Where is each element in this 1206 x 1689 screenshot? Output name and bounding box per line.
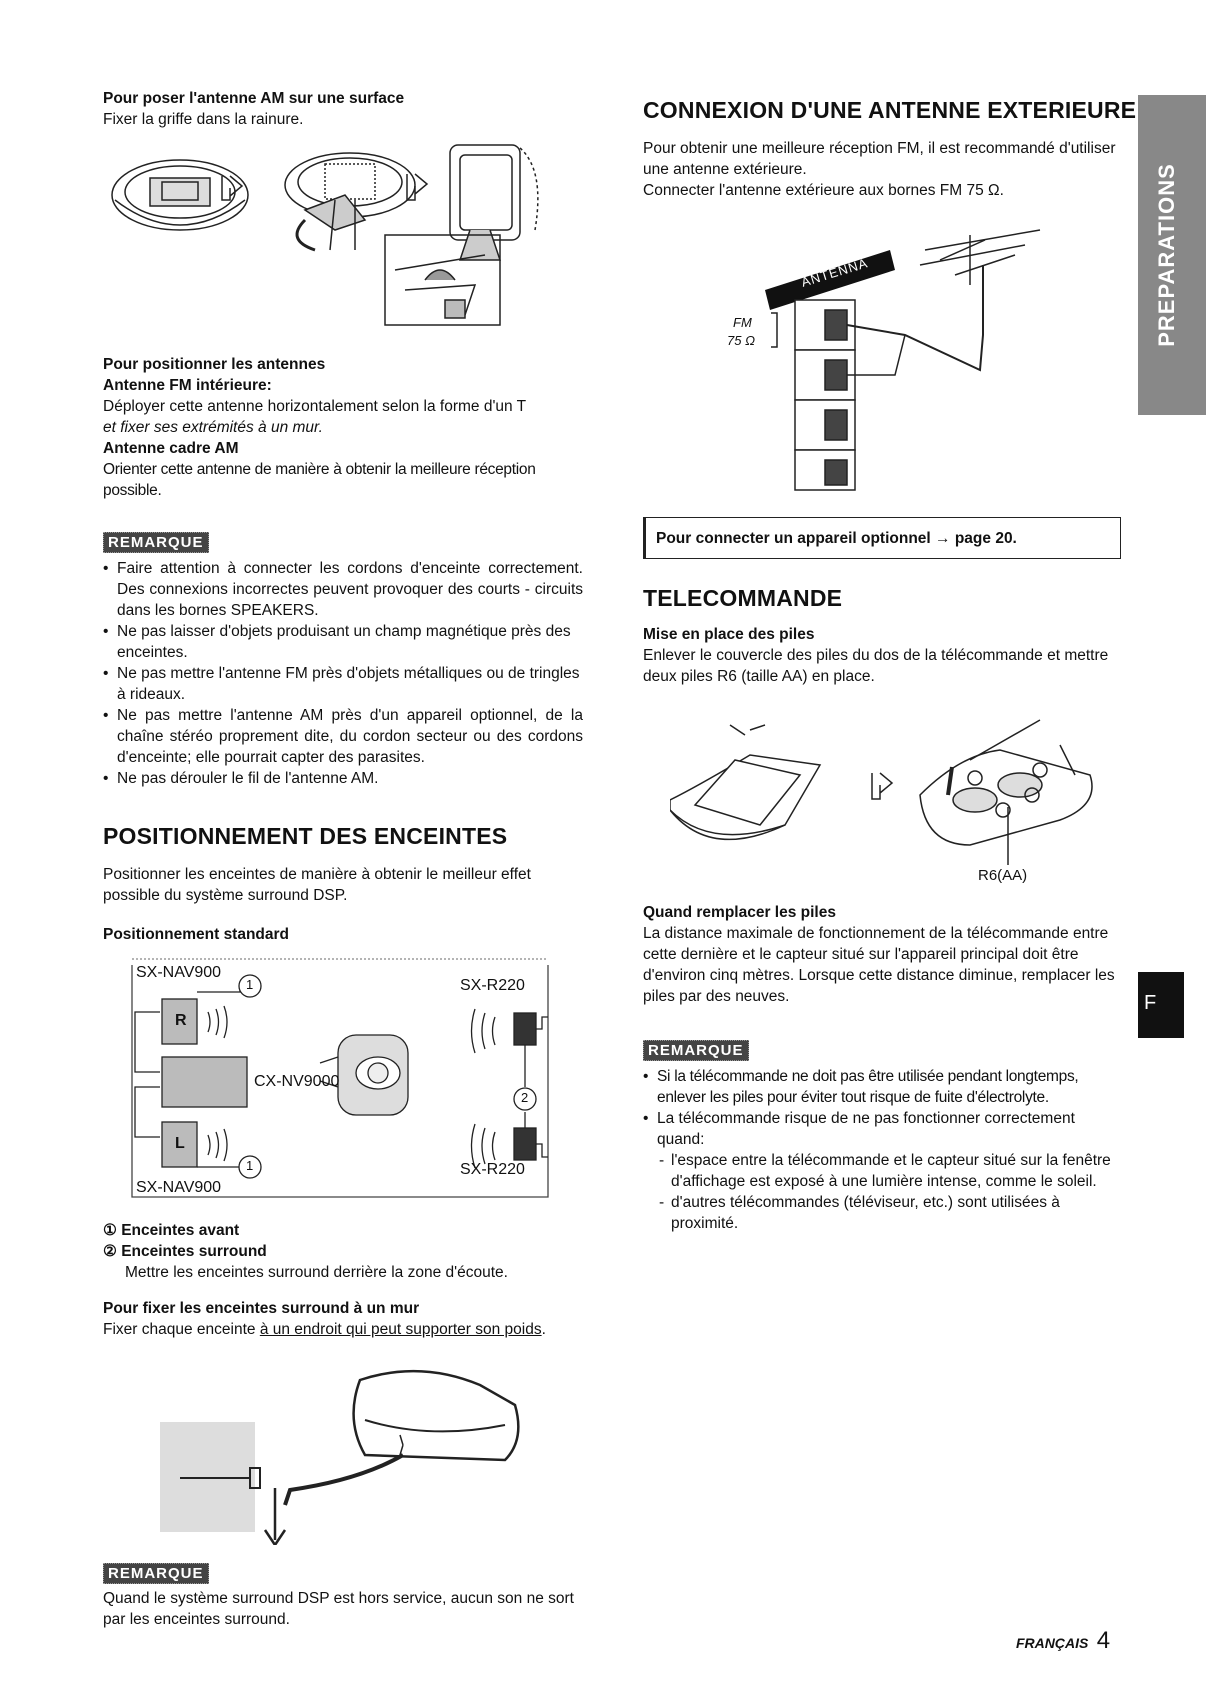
rear-bottom-label: SX-R220 — [460, 1161, 525, 1178]
fm-text-1: Déployer cette antenne horizontalement selon la forme d'un T — [103, 398, 527, 415]
speaker-legend — [103, 1220, 583, 1283]
am-surface-title: Pour poser l'antenne AM sur une surface — [103, 90, 405, 107]
speakers-text: Positionner les enceintes de manière à obtenir le meilleur effet possible du système surround DSP. — [103, 866, 531, 904]
battery-art — [670, 715, 1100, 870]
footer-language: FRANÇAIS — [1016, 1635, 1089, 1651]
mark-1-bottom: 1 — [246, 1158, 254, 1173]
ext-antenna-heading: CONNEXION D'UNE ANTENNE EXTERIEURE — [643, 97, 1137, 123]
page-number: 4 — [1096, 1627, 1111, 1654]
replace-title: Quand remplacer les piles — [643, 904, 836, 921]
antenna-position-section — [103, 354, 593, 501]
wall-title: Pour fixer les enceintes surround à un mur — [103, 1300, 420, 1317]
center-label: CX-NV9000 — [254, 1073, 340, 1090]
replace-section — [643, 902, 1123, 1007]
fm-title: Antenne FM intérieure: — [103, 377, 272, 394]
right-notes-list — [643, 1066, 1123, 1150]
side-tab — [1138, 95, 1206, 415]
front-top-label: SX-NAV900 — [136, 964, 222, 981]
list-item: • Ne pas mettre l'antenne FM près d'objets métalliques ou de tringles à rideaux. — [103, 663, 583, 705]
remarque-2-section — [103, 1588, 583, 1630]
am-frame-text: Orienter cette antenne de manière à obtenir la meilleure réception possible. — [103, 461, 536, 499]
remarque-2-text: Quand le système surround DSP est hors service, aucun son ne sort par les enceintes surround. — [103, 1590, 574, 1628]
ext-text-1: Pour obtenir une meilleure réception FM, il est recommandé d'utiliser une antenne extérieure. — [643, 140, 1116, 178]
l-label: L — [175, 1135, 185, 1152]
wall-section — [103, 1298, 593, 1340]
fm-label: FM — [733, 315, 752, 330]
standard-title: Positionnement standard — [103, 926, 290, 943]
am-surface-section — [103, 88, 583, 130]
mark-1-top: 1 — [246, 977, 254, 992]
wall-text: Fixer chaque enceinte à un endroit qui peut supporter son poids. — [103, 1321, 546, 1338]
side-tab-label: PREPARATIONS — [1154, 163, 1179, 347]
antenna-label: ANTENNA — [799, 255, 870, 290]
list-item: • Si la télécommande ne doit pas être utilisée pendant longtemps, enlever les piles pour éviter tout risque de fuite d'électrolyte. — [643, 1066, 1123, 1108]
list-item: • La télécommande risque de ne pas fonctionner correctement quand: — [643, 1108, 1123, 1150]
language-tab-label: F — [1144, 992, 1157, 1014]
speakers-heading: POSITIONNEMENT DES ENCEINTES — [103, 823, 508, 849]
battery-illustration — [670, 715, 1100, 890]
wall-mount-illustration — [160, 1360, 530, 1545]
legend-surround-text: Mettre les enceintes surround derrière la zone d'écoute. — [125, 1264, 508, 1281]
list-item: • Ne pas mettre l'antenne AM près d'un appareil optionnel, de la chaîne stéréo proprement dite, du cordon secteur ou des cordons d'enceinte; elle pourrait capter des parasites. — [103, 705, 583, 768]
language-tab — [1138, 972, 1184, 1038]
front-bottom-label: SX-NAV900 — [136, 1179, 222, 1196]
page-footer — [1016, 1627, 1110, 1655]
remarque-badge-3: REMARQUE — [643, 1040, 749, 1061]
am-surface-text: Fixer la griffe dans la rainure. — [103, 111, 304, 128]
option-box-text: Pour connecter un appareil optionnel → page 20. — [656, 530, 1017, 547]
list-item: • Ne pas laisser d'objets produisant un champ magnétique près des enceintes. — [103, 621, 583, 663]
speakers-intro — [103, 864, 583, 906]
am-frame-title: Antenne cadre AM — [103, 440, 239, 457]
ohm-label: 75 Ω — [727, 333, 755, 348]
right-notes — [643, 1066, 1123, 1234]
speaker-diagram — [130, 957, 552, 1202]
antenna-connection-illustration — [725, 225, 1045, 495]
list-item: - d'autres télécommandes (téléviseur, etc.) sont utilisées à proximité. — [657, 1192, 1123, 1234]
fm-text-2: et fixer ses extrémités à un mur. — [103, 419, 323, 436]
remarque-badge-2: REMARQUE — [103, 1563, 209, 1584]
legend-surround: ② Enceintes surround — [103, 1243, 267, 1260]
tele-heading: TELECOMMANDE — [643, 585, 843, 611]
r-label: R — [175, 1012, 187, 1029]
rear-top-label: SX-R220 — [460, 977, 525, 994]
left-notes-list — [103, 558, 583, 789]
r6-label: R6(AA) — [978, 867, 1028, 884]
right-sub-notes-list — [643, 1150, 1123, 1234]
antenna-connection-art — [725, 225, 1045, 495]
list-item: - l'espace entre la télécommande et le capteur situé sur la fenêtre d'affichage est exposé à une lumière intense, comme le soleil. — [657, 1150, 1123, 1192]
replace-text: La distance maximale de fonctionnement de la télécommande entre cette dernière et le capteur situé sur l'appareil principal doit être d'environ cinq mètres. Lorsque cette distance diminue, remplacer les piles par des neuves. — [643, 925, 1115, 1005]
ext-text-2: Connecter l'antenne extérieure aux bornes FM 75 Ω. — [643, 182, 1004, 199]
position-title: Pour positionner les antennes — [103, 356, 326, 373]
am-antenna-illustration — [105, 140, 555, 355]
remarque-badge-1: REMARQUE — [103, 532, 209, 553]
piles-title: Mise en place des piles — [643, 626, 815, 643]
list-item: • Faire attention à connecter les cordons d'enceinte correctement. Des connexions incorrectes peuvent provoquer des courts - circuits dans les bornes SPEAKERS. — [103, 558, 583, 621]
option-box — [643, 517, 1121, 559]
mark-2: 2 — [521, 1090, 529, 1105]
ext-antenna-text — [643, 138, 1123, 201]
legend-front: ① Enceintes avant — [103, 1222, 240, 1239]
piles-text: Enlever le couvercle des piles du dos de la télécommande et mettre deux piles R6 (taille AA) en place. — [643, 647, 1109, 685]
piles-section — [643, 624, 1123, 687]
list-item: • Ne pas dérouler le fil de l'antenne AM. — [103, 768, 583, 789]
